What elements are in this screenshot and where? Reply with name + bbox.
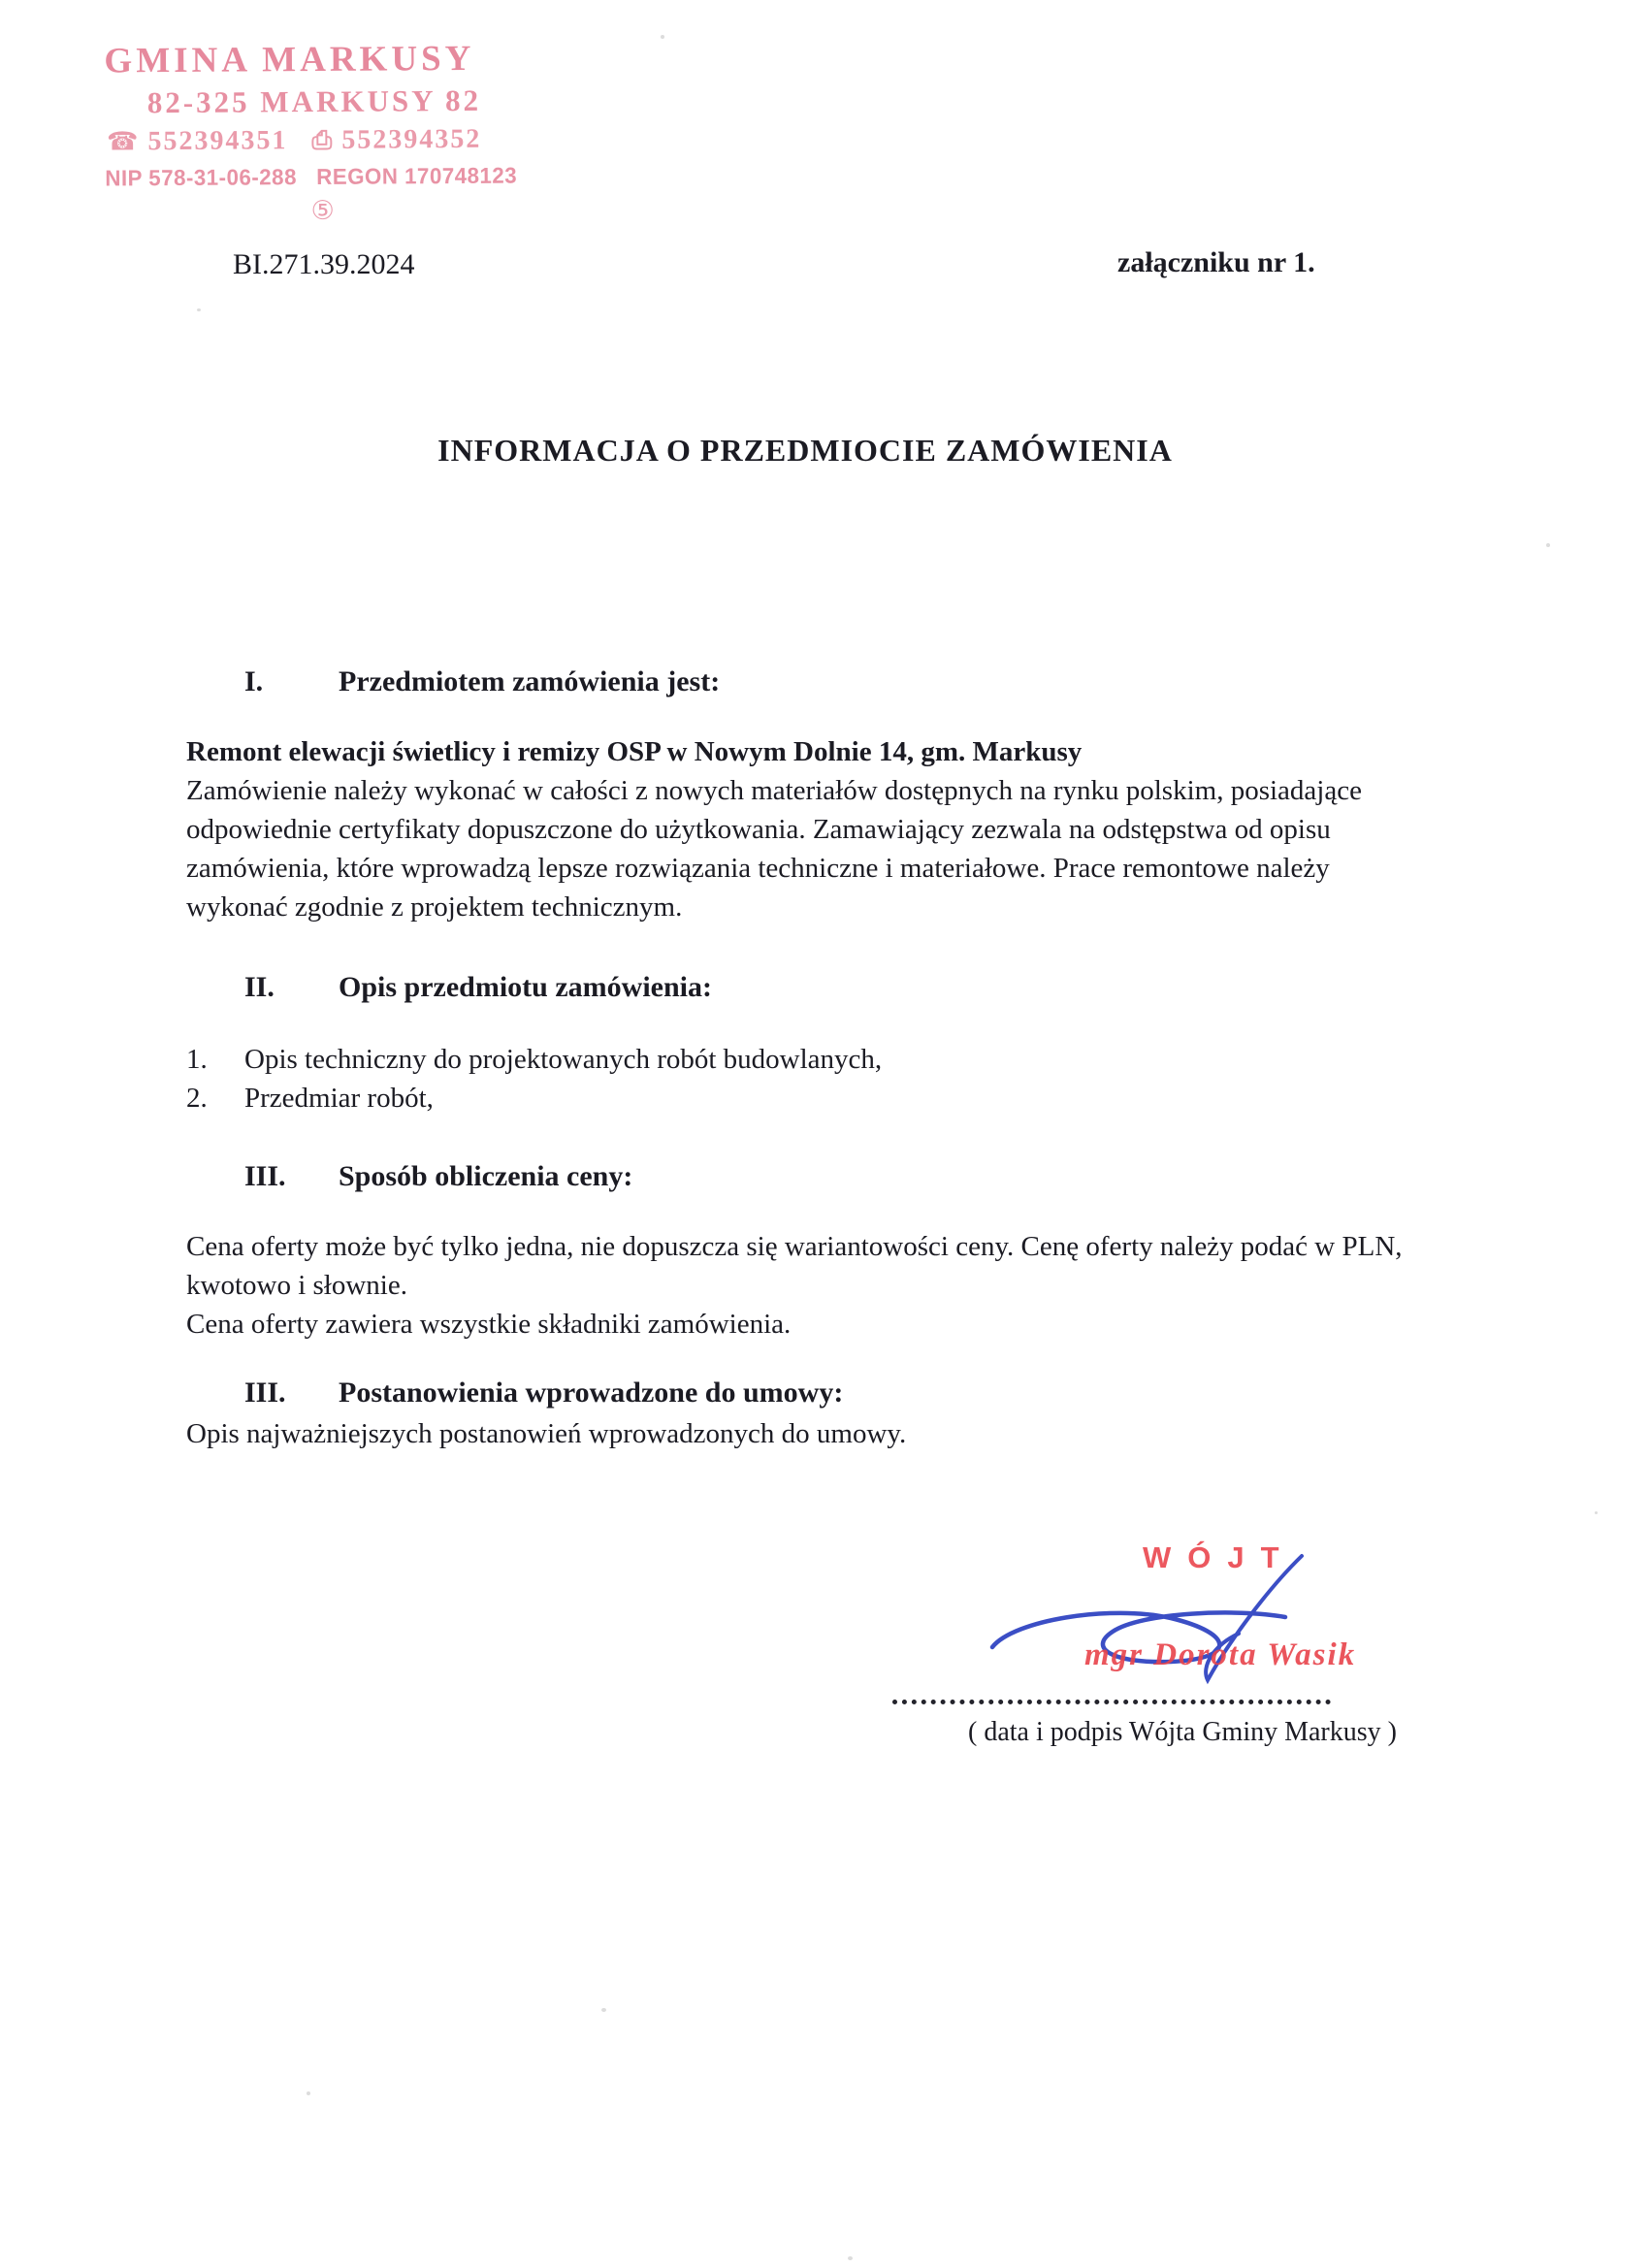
case-reference: BI.271.39.2024 xyxy=(233,248,415,280)
scan-speck xyxy=(197,308,201,311)
list-item-number: 2. xyxy=(186,1083,208,1114)
section-3-heading xyxy=(244,1159,1410,1194)
section-3-number: III. xyxy=(244,1160,286,1192)
scan-speck xyxy=(1546,543,1550,547)
list-item-text: Opis techniczny do projektowanych robót budowlanych, xyxy=(244,1044,883,1075)
section-2-heading xyxy=(244,970,1410,1005)
list-item-text: Przedmiar robót, xyxy=(244,1083,434,1114)
phone-icon: ☎ xyxy=(106,127,141,157)
section-4-heading xyxy=(244,1376,1410,1410)
scan-speck xyxy=(307,2091,310,2095)
section-1-heading xyxy=(244,664,1410,699)
stamp-regon: REGON 170748123 xyxy=(316,162,518,190)
list-item-number: 1. xyxy=(186,1044,208,1075)
attachment-label: załączniku nr 1. xyxy=(1117,246,1315,278)
section-4-number: III. xyxy=(244,1377,286,1409)
section-1-paragraph: Zamówienie należy wykonać w całości z nowych materiałów dostępnych na rynku polskim, posiadające odpowiednie certyfikaty dopuszczone do użytkowania. Zamawiający zezwala na odstępstwa od opisu zamówienia, które wprowadzą lepsze rozwiązania techniczne i materiałowe. Prace remontowe należy wykonać zgodnie z projektem technicznym. xyxy=(186,775,1362,923)
mayor-role-stamp: WÓJT xyxy=(1143,1540,1296,1574)
section-4-title: Postanowienia wprowadzone do umowy: xyxy=(339,1377,844,1409)
order-subject: Remont elewacji świetlicy i remizy OSP w Nowym Dolnie 14, gm. Markusy xyxy=(186,736,1083,767)
section-3-paragraph: Cena oferty może być tylko jedna, nie dopuszcza się wariantowości ceny. Cenę oferty należy podać w PLN, kwotowo i słownie. xyxy=(186,1231,1403,1301)
fax-icon: ⎙ xyxy=(311,125,335,156)
document-body xyxy=(186,660,1410,1453)
stamp-phone-number: 552394351 xyxy=(147,125,288,157)
section-1-title: Przedmiotem zamówienia jest: xyxy=(339,665,721,697)
stamp-nip: NIP 578-31-06-288 xyxy=(105,164,298,191)
list-item xyxy=(186,1040,1410,1079)
stamp-badge-number: ⑤ xyxy=(310,195,335,227)
section-1-number: I. xyxy=(244,665,264,697)
section-3-paragraph-2: Cena oferty zawiera wszystkie składniki zamówienia. xyxy=(186,1309,792,1340)
section-2-list xyxy=(186,1040,1410,1118)
section-3-title: Sposób obliczenia ceny: xyxy=(339,1160,633,1192)
stamp-address: 82-325 MARKUSY 82 xyxy=(146,82,482,120)
signature-caption: ( data i podpis Wójta Gminy Markusy ) xyxy=(968,1717,1397,1747)
document-title: INFORMACJA O PRZEDMIOCIE ZAMÓWIENIA xyxy=(437,433,1173,468)
section-2-number: II. xyxy=(244,971,275,1003)
list-item xyxy=(186,1079,1410,1118)
stamp-contact-line xyxy=(107,123,530,157)
stamp-org-name: GMINA MARKUSY xyxy=(104,38,475,81)
signature-dotted-line xyxy=(892,1670,1331,1704)
mayor-name-stamp: mgr Dorota Wasik xyxy=(1084,1637,1357,1672)
scan-speck xyxy=(661,35,664,39)
stamp-ids-line xyxy=(105,163,517,192)
sender-stamp xyxy=(104,37,530,227)
section-4-paragraph: Opis najważniejszych postanowień wprowadzonych do umowy. xyxy=(186,1418,907,1449)
section-2-title: Opis przedmiotu zamówienia: xyxy=(339,971,712,1003)
stamp-fax-number: 552394352 xyxy=(341,123,482,155)
scan-speck xyxy=(601,2008,606,2012)
scan-speck xyxy=(1595,1511,1598,1514)
scan-speck xyxy=(848,2256,853,2260)
